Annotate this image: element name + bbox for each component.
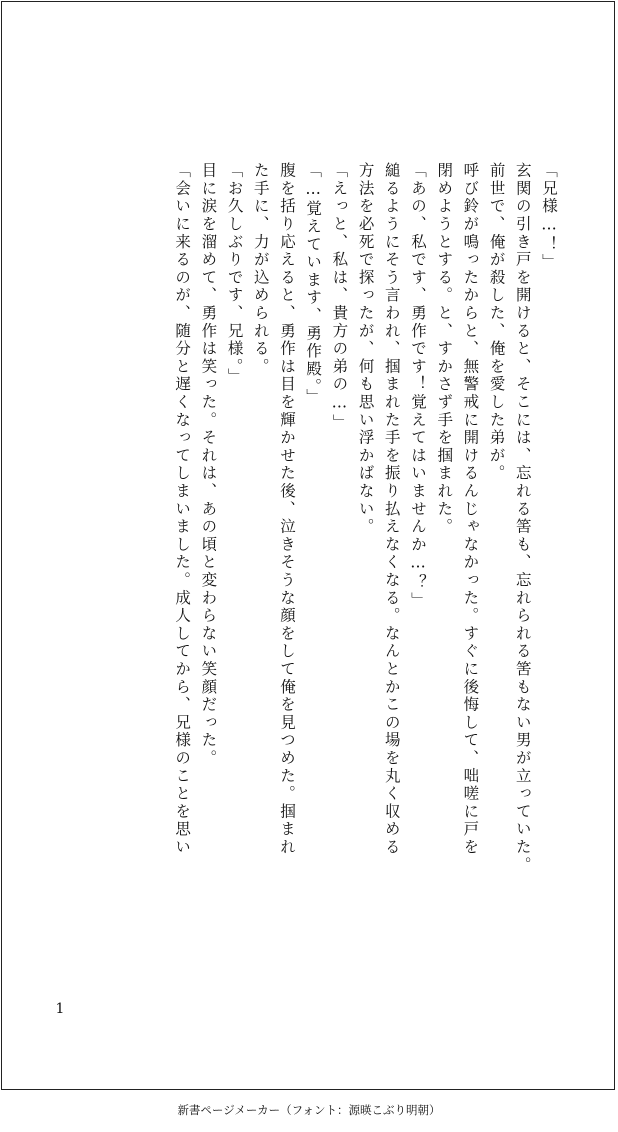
footer-caption: 新書ページメーカー（フォント：源暎こぶり明朝） bbox=[177, 1103, 441, 1117]
text-line: 前世で、俺が殺した、俺を愛した弟が。 bbox=[487, 162, 506, 483]
text-line: 「…覚えています、勇作殿。」 bbox=[304, 162, 323, 406]
text-line: 閉めようとする。と、すかさず手を掴まれた。 bbox=[435, 162, 454, 536]
text-line: 「お久しぶりです、兄様。」 bbox=[225, 162, 244, 386]
text-line: 目に涙を溜めて、勇作は笑った。それは、あの頃と変わらない笑顔だった。 bbox=[199, 162, 218, 768]
text-line: 腹を括り応えると、勇作は目を輝かせた後、泣きそうな顔をして俺を見つめた。掴まれ bbox=[277, 162, 296, 857]
text-line: 縋るようにそう言われ、掴まれた手を振り払えなくなる。なんとかこの場を丸く収める bbox=[382, 162, 401, 857]
text-line: 呼び鈴が鳴ったからと、無警戒に開けるんじゃなかった。すぐに後悔して、咄嗟に戸を bbox=[461, 162, 480, 857]
text-line: 方法を必死で探ったが、何も思い浮かばない。 bbox=[356, 162, 375, 536]
text-line: 「あの、私です、勇作です！覚えてはいませんか…？」 bbox=[408, 162, 427, 610]
page-frame bbox=[1, 1, 615, 1090]
text-line: 「会いに来るのが、随分と遅くなってしまいました。成人してから、兄様のことを思い bbox=[173, 162, 192, 857]
page-number: 1 bbox=[55, 1001, 65, 1017]
text-line: た手に、力が込められる。 bbox=[251, 162, 270, 376]
vertical-text-body bbox=[62, 162, 562, 932]
text-line: 「兄様…！」 bbox=[540, 162, 558, 272]
text-line: 「えっと、私は、貴方の弟の…」 bbox=[330, 162, 349, 432]
text-line: 玄関の引き戸を開けると、そこには、忘れる筈も、忘れられる筈もない男が立っていた。 bbox=[513, 162, 532, 874]
